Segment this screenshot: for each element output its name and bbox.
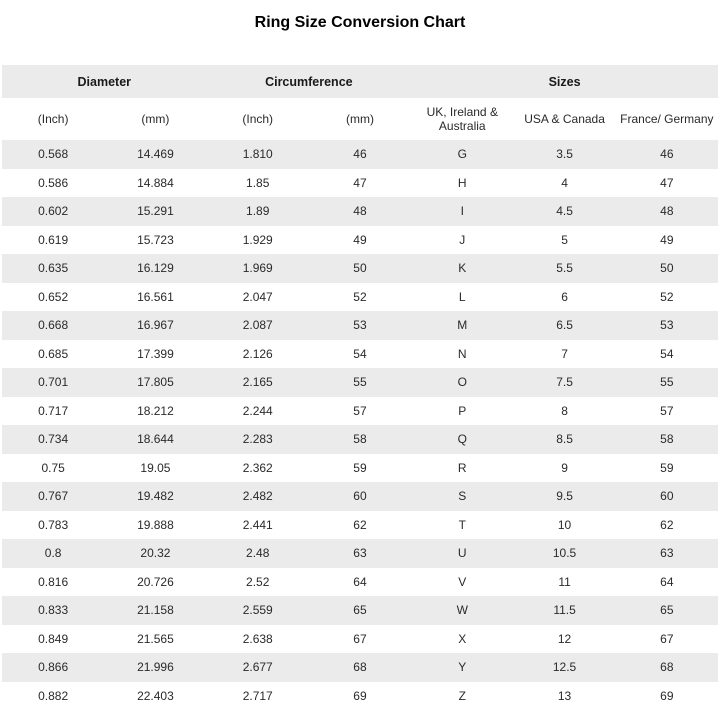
- table-cell: 20.32: [140, 546, 171, 561]
- table-cell: 65: [660, 603, 674, 618]
- table-cell: 60: [660, 489, 674, 504]
- table-row: [2, 197, 718, 226]
- table-cell: U: [457, 546, 467, 561]
- table-cell: S: [458, 489, 467, 504]
- table-cell: 58: [353, 432, 367, 447]
- table-cell: 15.723: [137, 232, 174, 247]
- table-cell: 6.5: [556, 318, 573, 333]
- table-row: [2, 425, 718, 454]
- table-row: [2, 254, 718, 283]
- table-cell: V: [458, 574, 467, 589]
- table-cell: 57: [353, 403, 367, 418]
- table-row: [2, 226, 718, 255]
- table-cell: 8: [561, 403, 568, 418]
- table-cell: 15.291: [137, 204, 174, 219]
- table-row: [2, 682, 718, 711]
- table-row: [2, 368, 718, 397]
- table-row: [2, 454, 718, 483]
- table-cell: L: [458, 289, 466, 304]
- table-row: [2, 169, 718, 198]
- table-row: [2, 653, 718, 682]
- table-cell: 60: [353, 489, 367, 504]
- table-cell: 54: [353, 346, 367, 361]
- table-cell: 21.996: [137, 660, 174, 675]
- table-cell: 16.561: [137, 289, 174, 304]
- table-cell: 0.619: [38, 232, 69, 247]
- table-cell: 2.52: [246, 574, 270, 589]
- table-cell: O: [457, 375, 467, 390]
- table-cell: I: [460, 204, 464, 219]
- table-cell: 0.668: [38, 318, 69, 333]
- table-cell: P: [458, 403, 467, 418]
- table-cell: 10.5: [552, 546, 577, 561]
- table-cell: 21.158: [137, 603, 174, 618]
- table-cell: T: [458, 517, 466, 532]
- table-cell: Q: [457, 432, 467, 447]
- table-cell: K: [458, 261, 467, 276]
- column-header-3: (mm): [309, 98, 411, 140]
- table-cell: 0.8: [44, 546, 62, 561]
- table-cell: 67: [353, 631, 367, 646]
- table-cell: 67: [660, 631, 674, 646]
- table-cell: 3.5: [556, 147, 573, 162]
- table-cell: 0.717: [38, 403, 69, 418]
- table-cell: 5: [561, 232, 568, 247]
- table-cell: 59: [353, 460, 367, 475]
- table-cell: N: [457, 346, 467, 361]
- table-cell: 16.129: [137, 261, 174, 276]
- table-header: [2, 65, 718, 140]
- table-cell: 63: [353, 546, 367, 561]
- table-cell: 52: [660, 289, 674, 304]
- table-cell: 2.482: [242, 489, 273, 504]
- table-cell: 63: [660, 546, 674, 561]
- table-cell: 2.244: [242, 403, 273, 418]
- table-cell: 2.047: [242, 289, 273, 304]
- table-cell: 14.884: [137, 175, 174, 190]
- table-cell: 47: [660, 175, 674, 190]
- column-group-diameter: Diameter: [2, 65, 207, 98]
- table-cell: 0.75: [41, 460, 65, 475]
- table-cell: 5.5: [556, 261, 573, 276]
- column-header-5: USA & Canada: [513, 98, 615, 140]
- table-cell: 2.441: [242, 517, 273, 532]
- table-cell: 18.212: [137, 403, 174, 418]
- table-cell: 12: [557, 631, 572, 646]
- table-cell: 19.05: [140, 460, 171, 475]
- column-header-1: (mm): [104, 98, 206, 140]
- table-cell: 11: [558, 574, 571, 589]
- table-cell: 46: [353, 147, 367, 162]
- table-row: [2, 596, 718, 625]
- table-row: [2, 511, 718, 540]
- table-cell: 2.087: [242, 318, 273, 333]
- table-cell: 19.482: [137, 489, 174, 504]
- table-cell: 48: [660, 204, 674, 219]
- table-cell: 0.734: [38, 432, 69, 447]
- table-cell: 54: [660, 346, 674, 361]
- table-cell: 0.652: [38, 289, 69, 304]
- table-cell: 52: [353, 289, 367, 304]
- table-cell: 2.638: [242, 631, 273, 646]
- table-cell: 11.5: [553, 603, 576, 618]
- table-cell: 16.967: [137, 318, 174, 333]
- table-cell: 65: [353, 603, 367, 618]
- table-cell: 14.469: [137, 147, 174, 162]
- table-cell: 64: [660, 574, 674, 589]
- table-cell: R: [457, 460, 467, 475]
- table-cell: 50: [353, 261, 367, 276]
- table-cell: 21.565: [137, 631, 174, 646]
- table-cell: 64: [353, 574, 367, 589]
- table-cell: Y: [458, 660, 467, 675]
- table-cell: 4: [561, 175, 568, 190]
- table-row: [2, 340, 718, 369]
- table-cell: 55: [353, 375, 367, 390]
- table-cell: 12.5: [552, 660, 577, 675]
- table-cell: 0.816: [38, 574, 69, 589]
- column-header-0: (Inch): [2, 98, 104, 140]
- table-cell: 53: [353, 318, 367, 333]
- table-cell: 62: [353, 517, 367, 532]
- table-cell: 0.685: [38, 346, 69, 361]
- table-cell: 17.805: [137, 375, 174, 390]
- table-cell: 0.586: [38, 175, 69, 190]
- table-cell: 6: [561, 289, 568, 304]
- table-cell: 0.767: [38, 489, 69, 504]
- table-row: [2, 397, 718, 426]
- table-cell: 1.810: [242, 147, 273, 162]
- table-cell: 1.929: [242, 232, 273, 247]
- table-body: [2, 140, 718, 710]
- table-cell: 17.399: [137, 346, 174, 361]
- table-cell: 0.568: [38, 147, 69, 162]
- table-cell: 2.559: [242, 603, 273, 618]
- table-cell: 2.677: [242, 660, 273, 675]
- table-cell: 2.126: [242, 346, 273, 361]
- column-group-sizes: Sizes: [411, 65, 718, 98]
- table-cell: 49: [353, 232, 367, 247]
- table-cell: 0.783: [38, 517, 69, 532]
- table-cell: 20.726: [137, 574, 174, 589]
- table-cell: 46: [660, 147, 674, 162]
- table-cell: 55: [660, 375, 674, 390]
- table-cell: 0.635: [38, 261, 69, 276]
- column-header-6: France/ Germany: [616, 98, 718, 140]
- table-cell: 0.701: [38, 375, 69, 390]
- table-row: [2, 625, 718, 654]
- table-cell: 2.717: [242, 688, 273, 703]
- table-cell: 19.888: [137, 517, 174, 532]
- table-cell: 69: [660, 688, 674, 703]
- table-row: [2, 482, 718, 511]
- table-cell: 68: [660, 660, 674, 675]
- table-cell: 47: [353, 175, 367, 190]
- column-group-row: [2, 65, 718, 98]
- table-cell: G: [457, 147, 467, 162]
- table-cell: 22.403: [137, 688, 174, 703]
- table-cell: 8.5: [556, 432, 573, 447]
- table-cell: 2.362: [242, 460, 273, 475]
- table-cell: 68: [353, 660, 367, 675]
- table-cell: 59: [660, 460, 674, 475]
- table-cell: 0.866: [38, 660, 69, 675]
- table-cell: H: [457, 175, 467, 190]
- table-row: [2, 140, 718, 169]
- table-cell: 18.644: [137, 432, 174, 447]
- table-cell: M: [457, 318, 468, 333]
- table-row: [2, 539, 718, 568]
- table-cell: 2.48: [246, 546, 270, 561]
- table-cell: Z: [458, 688, 466, 703]
- table-row: [2, 568, 718, 597]
- column-group-circumference: Circumference: [207, 65, 412, 98]
- table-row: [2, 283, 718, 312]
- table-cell: 1.85: [246, 175, 270, 190]
- table-cell: 1.89: [246, 204, 270, 219]
- table-cell: 13: [557, 688, 572, 703]
- table-cell: 0.849: [38, 631, 69, 646]
- table-cell: J: [459, 232, 466, 247]
- table-cell: 0.833: [38, 603, 69, 618]
- table-cell: 2.165: [242, 375, 273, 390]
- table-cell: 58: [660, 432, 674, 447]
- table-cell: 0.882: [38, 688, 69, 703]
- table-cell: 57: [660, 403, 674, 418]
- column-header-4: UK, Ireland & Australia: [411, 98, 513, 140]
- table-cell: X: [458, 631, 467, 646]
- table-cell: 62: [660, 517, 674, 532]
- table-cell: 53: [660, 318, 674, 333]
- table-cell: 7: [561, 346, 568, 361]
- table-row: [2, 311, 718, 340]
- table-cell: 49: [660, 232, 674, 247]
- table-cell: 4.5: [556, 204, 573, 219]
- table-cell: 2.283: [242, 432, 273, 447]
- table-cell: 0.602: [38, 204, 69, 219]
- ring-size-conversion-table: [2, 65, 718, 710]
- table-cell: W: [456, 603, 468, 618]
- column-header-row: [2, 98, 718, 140]
- table-cell: 9.5: [556, 489, 573, 504]
- table-cell: 48: [353, 204, 367, 219]
- table-cell: 69: [353, 688, 367, 703]
- table-cell: 7.5: [556, 375, 573, 390]
- column-header-2: (Inch): [207, 98, 309, 140]
- table-cell: 9: [561, 460, 568, 475]
- page-title: Ring Size Conversion Chart: [254, 14, 466, 31]
- table-cell: 50: [660, 261, 674, 276]
- table-cell: 10: [557, 517, 572, 532]
- table-cell: 1.969: [242, 261, 273, 276]
